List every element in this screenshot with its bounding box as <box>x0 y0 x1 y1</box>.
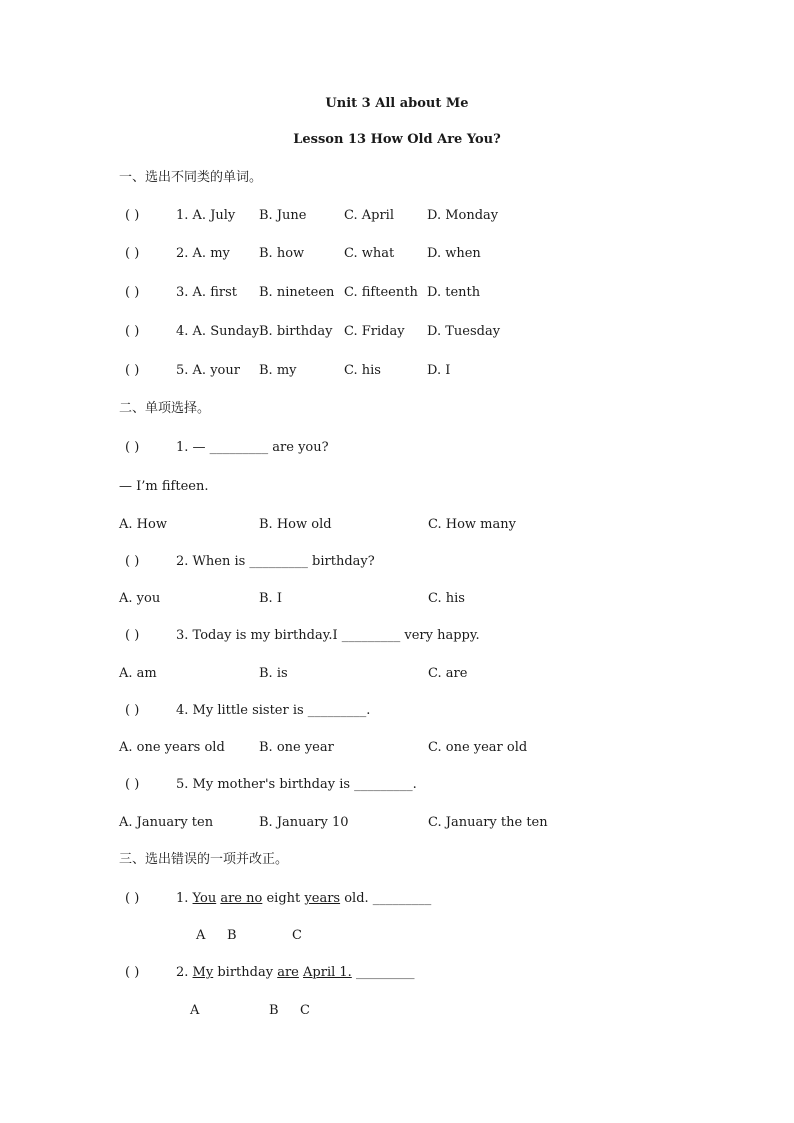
choice-c: C. January the ten <box>428 815 548 830</box>
question-number: 1. <box>176 891 189 906</box>
choice-a: A. you <box>119 591 161 606</box>
option-d: D. I <box>427 363 451 378</box>
option-d: D. tenth <box>427 285 481 300</box>
option-d: D. when <box>427 246 481 261</box>
question-text: 2. When is _________ birthday? <box>176 554 375 569</box>
underlined-word-b: are <box>277 965 299 980</box>
plain-word: eight <box>266 891 301 906</box>
label-b: B <box>269 1003 279 1018</box>
answer-paren[interactable]: ( ) <box>125 440 140 455</box>
label-a: A <box>190 1003 200 1018</box>
choice-b: B. How old <box>259 517 332 532</box>
plain-word: birthday <box>217 965 274 980</box>
choice-a: A. How <box>119 517 167 532</box>
question-text: 4. My little sister is _________. <box>176 703 371 718</box>
option-c: C. fifteenth <box>344 285 418 300</box>
option-c: C. April <box>344 208 394 223</box>
answer-paren[interactable]: ( ) <box>125 324 140 339</box>
choice-b: B. I <box>259 591 282 606</box>
option-d: D. Monday <box>427 208 499 223</box>
option-b: B. June <box>259 208 307 223</box>
underlined-word-a: My <box>192 965 214 980</box>
dialogue-line: — I’m fifteen. <box>119 479 209 494</box>
underlined-word-b: are no <box>220 891 263 906</box>
error-sentence <box>176 891 431 907</box>
label-c: C <box>292 928 302 943</box>
question-number: 2. <box>176 965 189 980</box>
choice-a: A. January ten <box>119 815 214 830</box>
answer-paren[interactable]: ( ) <box>125 285 140 300</box>
plain-word: _________ <box>355 965 415 980</box>
answer-paren[interactable]: ( ) <box>125 628 140 643</box>
option-c: C. Friday <box>344 324 405 339</box>
option-b: B. my <box>259 363 297 378</box>
choice-c: C. his <box>428 591 465 606</box>
underlined-word-c: years <box>304 891 341 906</box>
question-text: 3. Today is my birthday.I _________ very happy. <box>176 628 480 643</box>
choice-c: C. are <box>428 666 468 681</box>
answer-paren[interactable]: ( ) <box>125 246 140 261</box>
answer-paren[interactable]: ( ) <box>125 554 140 569</box>
answer-paren[interactable]: ( ) <box>125 208 140 223</box>
option-b: B. nineteen <box>259 285 335 300</box>
lesson-subtitle: Lesson 13 How Old Are You? <box>293 132 501 147</box>
choice-c: C. How many <box>428 517 516 532</box>
answer-paren[interactable]: ( ) <box>125 891 140 906</box>
option-b: B. how <box>259 246 305 261</box>
option-a: 1. A. July <box>176 208 236 223</box>
option-a: 3. A. first <box>176 285 237 300</box>
option-a: 5. A. your <box>176 363 240 378</box>
question-text: 1. — _________ are you? <box>176 440 329 455</box>
error-sentence <box>176 965 414 981</box>
underlined-word-a: You <box>192 891 217 906</box>
underlined-word-c: April 1. <box>303 965 352 980</box>
answer-paren[interactable]: ( ) <box>125 363 140 378</box>
answer-paren[interactable]: ( ) <box>125 965 140 980</box>
choice-b: B. one year <box>259 740 334 755</box>
section2-heading: 二、单项选择。 <box>119 401 211 416</box>
option-a: 4. A. Sunday <box>176 324 260 339</box>
answer-paren[interactable]: ( ) <box>125 777 140 792</box>
choice-a: A. one years old <box>119 740 225 755</box>
section3-heading: 三、选出错误的一项并改正。 <box>119 852 289 867</box>
choice-b: B. January 10 <box>259 815 349 830</box>
label-a: A <box>196 928 206 943</box>
question-text: 5. My mother's birthday is _________. <box>176 777 417 792</box>
page-title: Unit 3 All about Me <box>325 96 469 111</box>
answer-paren[interactable]: ( ) <box>125 703 140 718</box>
choice-a: A. am <box>119 666 157 681</box>
choice-c: C. one year old <box>428 740 528 755</box>
option-a: 2. A. my <box>176 246 230 261</box>
option-c: C. his <box>344 363 381 378</box>
option-c: C. what <box>344 246 395 261</box>
option-b: B. birthday <box>259 324 333 339</box>
section1-heading: 一、选出不同类的单词。 <box>119 170 263 185</box>
choice-b: B. is <box>259 666 288 681</box>
plain-word: old. _________ <box>344 891 432 906</box>
option-d: D. Tuesday <box>427 324 501 339</box>
label-b: B <box>227 928 237 943</box>
label-c: C <box>300 1003 310 1018</box>
